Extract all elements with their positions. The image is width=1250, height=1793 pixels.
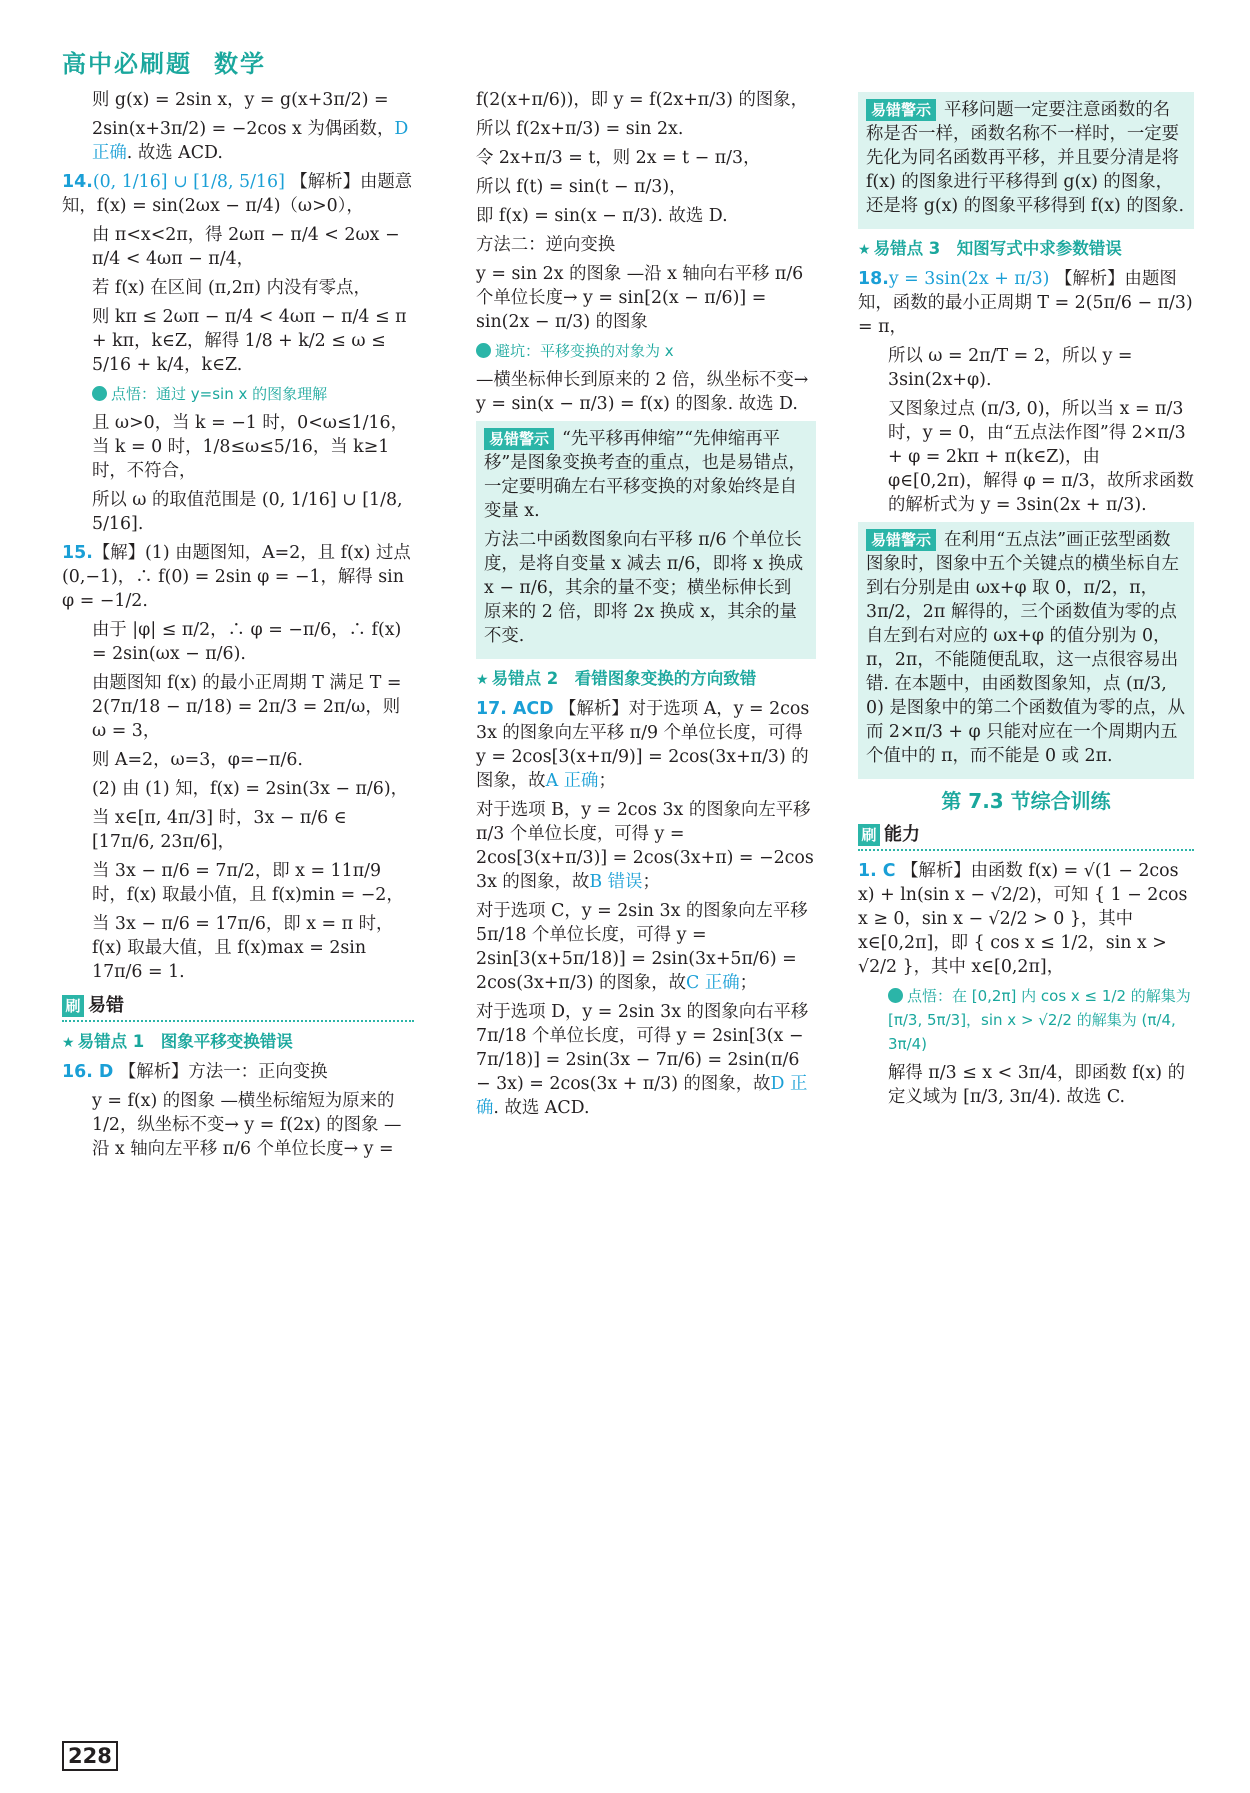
error-point-heading: ★ 易错点 2 看错图象变换的方向致错 (476, 669, 757, 688)
text-line: 令 2x+π/3 = t，则 2x = t − π/3， (476, 148, 761, 168)
question-number: 16. D (62, 1062, 114, 1082)
text-line: 由于 |φ| ≤ π/2，∴ φ = −π/6，∴ f(x) = 2sin(ωx − π/6). (92, 620, 402, 664)
page-number: 228 (62, 1741, 118, 1771)
question-number: 18. (858, 269, 889, 289)
text-line: 对于选项 D，y = 2sin 3x 的图象向右平移 7π/18 个单位长度，可得 y = 2sin[3(x − 7π/18)] = 2sin(3x − 7π/6) = 2sin(π/6 − 3x) = 2cos(3x + π/3) 的图象，故D 正确. 故选 ACD. (476, 1002, 809, 1118)
star-icon: ★ (858, 242, 871, 258)
text-line: 对于选项 C，y = 2sin 3x 的图象向左平移 5π/18 个单位长度，可得 y = 2sin[3(x+5π/18)] = 2sin(3x+5π/6) = 2cos(3x+π/3) 的图象，故C 正确； (476, 901, 808, 993)
text-line: (2) 由 (1) 知，f(x) = 2sin(3x − π/6)， (92, 779, 409, 799)
bulb-icon (888, 988, 903, 1003)
text-line: 对于选项 B，y = 2cos 3x 的图象向左平移 π/3 个单位长度，可得 y = 2cos[3(x+π/3)] = 2cos(3x+π) = −2cos 3x 的图象，故B 错误； (476, 800, 814, 892)
text-line: y = f(x) 的图象 —横坐标缩短为原来的 1/2，纵坐标不变→ y = f(2x) 的图象 —沿 x 轴向左平移 π/6 个单位长度→ y = (92, 1091, 402, 1159)
chapter-title: 第 7.3 节综合训练 (941, 789, 1111, 813)
text-line: 解得 π/3 ≤ x < 3π/4，即函数 f(x) 的定义域为 [π/3, 3π/4). 故选 C. (888, 1063, 1185, 1107)
warning-box: 易错警示 “先平移再伸缩”“先伸缩再平移”是图象变换考查的重点，也是易错点，一定要明确左右平移变换的对象始终是自变量 x. 方法二中函数图象向右平移 π/6 个单位长度，是将自变量 x 减去 π/6，即将 x 换成 x − π/6，其余的量不变；横坐标伸长到原来的 2 倍，即将 2x 换成 x，其余的量不变. (476, 421, 816, 659)
warning-badge: 易错警示 (866, 529, 936, 551)
star-icon: ★ (62, 1035, 75, 1051)
text-line: 由 π<x<2π，得 2ωπ − π/4 < 2ωx − π/4 < 4ωπ − π/4， (92, 225, 400, 269)
text-line: 所以 f(2x+π/3) = sin 2x. (476, 119, 684, 139)
bulb-icon (92, 386, 107, 401)
text-line: 且 ω>0，当 k = −1 时，0<ω≤1/16，当 k = 0 时，1/8≤ω≤5/16，当 k≥1 时，不符合， (92, 413, 408, 481)
question-number: 14. (62, 172, 93, 192)
text-line: 所以 ω 的取值范围是 (0, 1/16] ∪ [1/8, 5/16]. (92, 490, 403, 534)
text-line: 则 kπ ≤ 2ωπ − π/4 < 4ωπ − π/4 ≤ π + kπ，k∈Z，解得 1/8 + k/2 ≤ ω ≤ 5/16 + k/4，k∈Z. (92, 307, 407, 375)
text-line: 当 x∈[π, 4π/3] 时，3x − π/6 ∈ [17π/6, 23π/6]， (92, 808, 347, 852)
section-bar-yicuo: 刷 易错 (62, 994, 414, 1022)
warning-box: 易错警示 平移问题一定要注意函数的名称是否一样，函数名称不一样时，一定要先化为同名函数再平移，并且要分清是将 f(x) 的图象进行平移得到 g(x) 的图象，还是将 g(x) 的图象平移得到 f(x) 的图象. (858, 92, 1194, 229)
text-line: 则 g(x) = 2sin x，y = g(x+3π/2) = (92, 90, 389, 110)
warning-badge: 易错警示 (484, 428, 554, 450)
text-line: y = sin 2x 的图象 —沿 x 轴向右平移 π/6 个单位长度→ y = sin[2(x − π/6)] = sin(2x − π/3) 的图象 (476, 264, 804, 332)
text-line: 当 3x − π/6 = 7π/2，即 x = 11π/9 时，f(x) 取最小值，且 f(x)min = −2， (92, 861, 404, 905)
text-line: 所以 f(t) = sin(t − π/3)， (476, 177, 687, 197)
text-line: 所以 ω = 2π/T = 2，所以 y = 3sin(2x+φ). (888, 346, 1133, 390)
question-17: 17. ACD 【解析】对于选项 A，y = 2cos 3x 的图象向左平移 π/9 个单位长度，可得 y = 2cos[3(x+π/9)] = 2cos(3x+π/3) 的图象，故A 正确； (476, 699, 810, 791)
subject-title: 数学 (214, 50, 266, 78)
text-line: 2sin(x+3π/2) = −2cos x 为偶函数，D 正确. 故选 ACD. (92, 119, 409, 163)
highlight-text: D 正确 (92, 119, 409, 163)
book-title: 高中必刷题 (62, 50, 192, 78)
answer-text: y = 3sin(2x + π/3) (888, 269, 1050, 289)
question-number: 15. (62, 543, 93, 563)
highlight-text: B 错误 (589, 872, 643, 892)
error-point-heading: ★ 易错点 3 知图写式中求参数错误 (858, 239, 1122, 258)
question-16: 16. D 【解析】方法一：正向变换 (62, 1062, 328, 1082)
section-bar-nengli: 刷 能力 (858, 823, 1194, 851)
question-15: 15.【解】(1) 由题图知，A=2，且 f(x) 过点 (0,−1)，∴ f(0) = 2sin φ = −1，解得 sin φ = −1/2. (62, 543, 411, 611)
error-point-heading: ★ 易错点 1 图象平移变换错误 (62, 1032, 293, 1051)
text-line: 又图象过点 (π/3, 0)，所以当 x = π/3 时，y = 0，由“五点法作图”得 2×π/3 + φ = 2kπ + π(k∈Z)，由 φ∈[0,2π)，解得 φ = π/3，故所求函数的解析式为 y = 3sin(2x + π/3). (888, 399, 1194, 515)
text-line: —横坐标伸长到原来的 2 倍，纵坐标不变→ y = sin(x − π/3) = f(x) 的图象. 故选 D. (476, 370, 809, 414)
warning-box: 易错警示 在利用“五点法”画正弦型函数图象时，图象中五个关键点的横坐标自左到右分别是由 ωx+φ 取 0，π/2，π，3π/2，2π 解得的，三个函数值为零的点自左到右对应的 ωx+φ 的值分别为 0，π，2π，不能随便乱取，这一点很容易出错. 在本题中，由函数图象知，点 (π/3, 0) 是图象中的第二个函数值为零的点，从而 2×π/3 + φ 只能对应在一个周期内五个值中的 π，而不能是 0 或 2π. (858, 522, 1194, 779)
section-icon: 刷 (858, 824, 880, 846)
column-right (858, 88, 1194, 1114)
text-line: 方法二：逆向变换 (476, 235, 616, 255)
text-line: f(2(x+π/6))，即 y = f(2x+π/3) 的图象， (476, 90, 809, 110)
tip-note: 避坑：平移变换的对象为 x (476, 339, 816, 363)
tip-note: 点悟：在 [0,2π] 内 cos x ≤ 1/2 的解集为 [π/3, 5π/3]，sin x > √2/2 的解集为 (π/4, 3π/4) (888, 987, 1191, 1053)
question-18: 18.y = 3sin(2x + π/3) 【解析】由题图知，函数的最小正周期 T = 2(5π/6 − π/3) = π， (858, 269, 1193, 337)
column-middle (476, 88, 816, 1125)
running-header (62, 44, 266, 79)
text-line: 则 A=2，ω=3，φ=−π/6. (92, 750, 303, 770)
text-line: 若 f(x) 在区间 (π,2π) 内没有零点， (92, 278, 371, 298)
question-number: 17. ACD (476, 699, 554, 719)
star-icon: ★ (476, 672, 489, 688)
highlight-text: D 正确 (476, 1074, 808, 1118)
text-line: 当 3x − π/6 = 17π/6，即 x = π 时，f(x) 取最大值，且 f(x)max = 2sin 17π/6 = 1. (92, 914, 394, 982)
question-14: 14.(0, 1/16] ∪ [1/8, 5/16] 【解析】由题意知，f(x) = sin(2ωx − π/4)（ω>0）， (62, 172, 413, 216)
warning-badge: 易错警示 (866, 99, 936, 121)
text-line: 方法二中函数图象向右平移 π/6 个单位长度，是将自变量 x 减去 π/6，即将 x 换成 x − π/6，其余的量不变；横坐标伸长到原来的 2 倍，即将 2x 换成 x，其余的量不变. (484, 530, 804, 646)
text-line: 即 f(x) = sin(x − π/3). 故选 D. (476, 206, 728, 226)
bulb-icon (476, 343, 491, 358)
column-left (62, 88, 414, 1166)
answer-text: (0, 1/16] ∪ [1/8, 5/16] (92, 172, 285, 192)
highlight-text: A 正确 (545, 771, 599, 791)
question-number: 1. C (858, 861, 896, 881)
text-line: 由题图知 f(x) 的最小正周期 T 满足 T = 2(7π/18 − π/18) = 2π/3 = 2π/ω，则 ω = 3， (92, 673, 402, 741)
highlight-text: C 正确 (686, 973, 740, 993)
question-1: 1. C 【解析】由函数 f(x) = √(1 − 2cos x) + ln(sin x − √2/2)，可知 { 1 − 2cos x ≥ 0，sin x − √2/2 > 0 }，其中 x∈[0,2π]，即 { cos x ≤ 1/2，sin x > √2/2 }，其中 x∈[0,2π]， (858, 861, 1188, 977)
tip-note: 点悟：通过 y=sin x 的图象理解 (62, 382, 414, 406)
section-icon: 刷 (62, 995, 84, 1017)
